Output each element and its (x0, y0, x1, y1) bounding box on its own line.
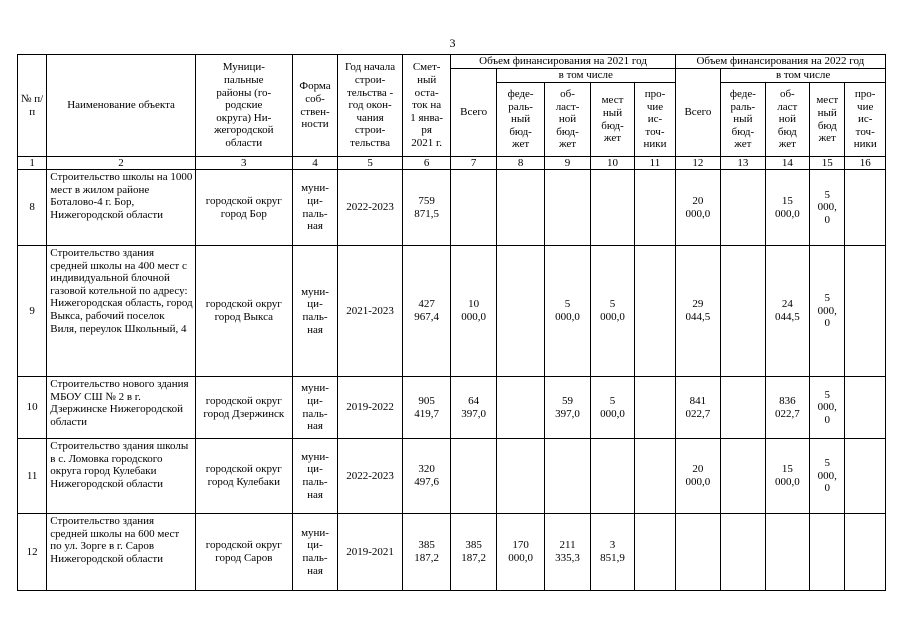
header-incl-2021: в том числе (496, 69, 675, 83)
column-number: 11 (635, 157, 675, 170)
header-total-2021: Всего (451, 69, 496, 157)
other-2021 (635, 377, 675, 439)
table-row (18, 377, 886, 439)
federal-2022 (721, 170, 765, 246)
object-name: Строительство нового здания МБОУ СШ № 2 в г. Дзержинске Нижегородской области (47, 377, 196, 439)
federal-2022 (721, 514, 765, 591)
header-name: Наименование объекта (47, 55, 196, 157)
other-2022 (845, 246, 886, 377)
local-2021 (590, 170, 634, 246)
header-fin-2022: Объем финансирования на 2022 год (675, 55, 885, 69)
ownership-form: муни- ци- паль- ная (292, 246, 337, 377)
row-number: 11 (18, 439, 47, 514)
regional-2022: 15 000,0 (765, 170, 809, 246)
ownership-form: муни- ци- паль- ная (292, 439, 337, 514)
column-number: 12 (675, 157, 720, 170)
district: городской округ город Саров (195, 514, 292, 591)
regional-2021 (545, 439, 590, 514)
table-row (18, 170, 886, 246)
regional-2021: 211 335,3 (545, 514, 590, 591)
estimated-balance: 759 871,5 (402, 170, 450, 246)
column-number: 10 (590, 157, 634, 170)
district: городской округ город Бор (195, 170, 292, 246)
header-local-2021: мест ный бюд- жет (590, 83, 634, 157)
header-regional-2022: об- ласт ной бюд жет (765, 83, 809, 157)
total-2022: 29 044,5 (675, 246, 720, 377)
federal-2022 (721, 377, 765, 439)
federal-2021 (496, 170, 544, 246)
total-2021: 385 187,2 (451, 514, 496, 591)
other-2022 (845, 170, 886, 246)
header-balance: Смет- ный оста- ток на 1 янва- ря 2021 г. (402, 55, 450, 157)
column-number: 13 (721, 157, 765, 170)
header-other-2022: про- чие ис- точ- ники (845, 83, 886, 157)
federal-2022 (721, 246, 765, 377)
district: городской округ город Кулебаки (195, 439, 292, 514)
local-2022: 5 000, 0 (810, 377, 845, 439)
header-federal-2022: феде- раль- ный бюд- жет (721, 83, 765, 157)
header-federal-2021: феде- раль- ный бюд- жет (496, 83, 544, 157)
other-2022 (845, 514, 886, 591)
other-2021 (635, 514, 675, 591)
regional-2021 (545, 170, 590, 246)
object-name: Строительство здания школы в с. Ломовка городского округа город Кулебаки Нижегородской области (47, 439, 196, 514)
column-number: 16 (845, 157, 886, 170)
regional-2022: 24 044,5 (765, 246, 809, 377)
estimated-balance: 385 187,2 (402, 514, 450, 591)
estimated-balance: 320 497,6 (402, 439, 450, 514)
header-form: Форма соб- ствен- ности (292, 55, 337, 157)
local-2022: 5 000, 0 (810, 439, 845, 514)
column-number: 4 (292, 157, 337, 170)
ownership-form: муни- ци- паль- ная (292, 377, 337, 439)
header-regional-2021: об- ласт- ной бюд- жет (545, 83, 590, 157)
row-number: 8 (18, 170, 47, 246)
table-row (18, 439, 886, 514)
total-2021 (451, 170, 496, 246)
total-2021: 64 397,0 (451, 377, 496, 439)
estimated-balance: 427 967,4 (402, 246, 450, 377)
construction-years: 2019-2021 (338, 514, 403, 591)
regional-2022 (765, 514, 809, 591)
construction-years: 2022-2023 (338, 439, 403, 514)
object-name: Строительство здания средней школы на 400 мест с индивидуальной блочной газовой котельной по адресу: Нижегородская область, город Выкса, рабочий поселок Виля, переулок Школьный, 4 (47, 246, 196, 377)
total-2022 (675, 514, 720, 591)
construction-years: 2022-2023 (338, 170, 403, 246)
construction-years: 2021-2023 (338, 246, 403, 377)
regional-2022: 15 000,0 (765, 439, 809, 514)
federal-2021 (496, 439, 544, 514)
other-2022 (845, 439, 886, 514)
object-name: Строительство здания средней школы на 600 мест по ул. Зорге в г. Саров Нижегородской области (47, 514, 196, 591)
column-number: 8 (496, 157, 544, 170)
district: городской округ город Выкса (195, 246, 292, 377)
row-number: 9 (18, 246, 47, 377)
header-fin-2021: Объем финансирования на 2021 год (451, 55, 675, 69)
column-number: 5 (338, 157, 403, 170)
row-number: 10 (18, 377, 47, 439)
column-number: 9 (545, 157, 590, 170)
district: городской округ город Дзержинск (195, 377, 292, 439)
header-district: Муници- пальные районы (го- родские округа) Ни- жегородской области (195, 55, 292, 157)
row-number: 12 (18, 514, 47, 591)
total-2022: 20 000,0 (675, 439, 720, 514)
other-2021 (635, 170, 675, 246)
total-2022: 20 000,0 (675, 170, 720, 246)
federal-2021 (496, 246, 544, 377)
ownership-form: муни- ци- паль- ная (292, 514, 337, 591)
header-incl-2022: в том числе (721, 69, 886, 83)
column-number-row (18, 157, 886, 170)
other-2021 (635, 246, 675, 377)
total-2021 (451, 439, 496, 514)
local-2022: 5 000, 0 (810, 246, 845, 377)
column-number: 1 (18, 157, 47, 170)
construction-years: 2019-2022 (338, 377, 403, 439)
object-name: Строительство школы на 1000 мест в жилом районе Боталово-4 г. Бор, Нижегородской области (47, 170, 196, 246)
local-2021: 3 851,9 (590, 514, 634, 591)
other-2021 (635, 439, 675, 514)
local-2021: 5 000,0 (590, 377, 634, 439)
total-2021: 10 000,0 (451, 246, 496, 377)
header-other-2021: про- чие ис- точ- ники (635, 83, 675, 157)
federal-2022 (721, 439, 765, 514)
ownership-form: муни- ци- паль- ная (292, 170, 337, 246)
header-years: Год начала строи- тельства - год окон- чания строи- тельства (338, 55, 403, 157)
table-row (18, 246, 886, 377)
column-number: 2 (47, 157, 196, 170)
page-number: 3 (449, 36, 456, 50)
regional-2021: 5 000,0 (545, 246, 590, 377)
local-2022 (810, 514, 845, 591)
estimated-balance: 905 419,7 (402, 377, 450, 439)
column-number: 3 (195, 157, 292, 170)
regional-2021: 59 397,0 (545, 377, 590, 439)
federal-2021 (496, 377, 544, 439)
regional-2022: 836 022,7 (765, 377, 809, 439)
header-total-2022: Всего (675, 69, 720, 157)
column-number: 14 (765, 157, 809, 170)
local-2022: 5 000, 0 (810, 170, 845, 246)
header-num: № п/п (18, 55, 47, 157)
federal-2021: 170 000,0 (496, 514, 544, 591)
column-number: 15 (810, 157, 845, 170)
table-row (18, 514, 886, 591)
local-2021: 5 000,0 (590, 246, 634, 377)
financing-table (17, 54, 886, 591)
column-number: 7 (451, 157, 496, 170)
other-2022 (845, 377, 886, 439)
column-number: 6 (402, 157, 450, 170)
local-2021 (590, 439, 634, 514)
header-local-2022: мест ный бюд жет (810, 83, 845, 157)
total-2022: 841 022,7 (675, 377, 720, 439)
